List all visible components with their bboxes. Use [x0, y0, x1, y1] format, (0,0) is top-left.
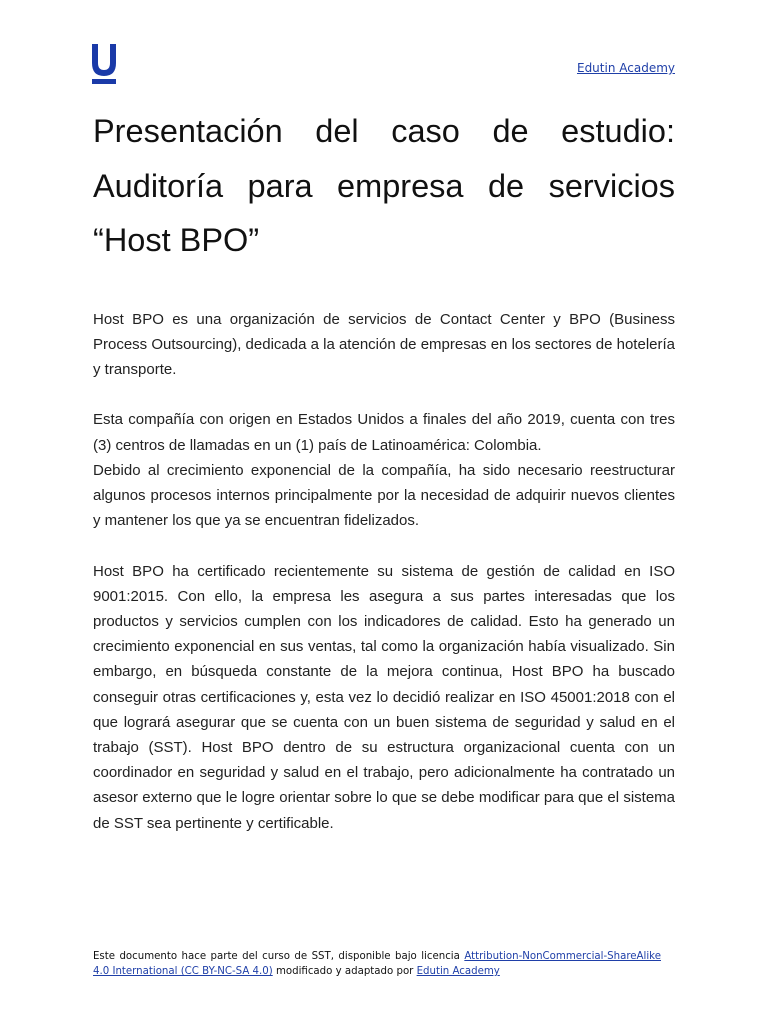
license-footer: [93, 949, 661, 979]
edutin-academy-footer-link[interactable]: Edutin Academy: [416, 966, 500, 977]
paragraph-certification: Host BPO ha certificado recientemente su sistema de gestión de calidad en ISO 9001:2015. Con ello, la empresa les asegura a sus partes interesadas que los productos y servicios cumplen con los indicadores de calidad. Esto ha generado un crecimiento exponencial en sus ventas, tal como la organización había visualizado. Sin embargo, en búsqueda constante de la mejora continua, Host BPO ha buscado conseguir otras certificaciones y, esta vez lo decidió realizar en ISO 45001:2018 con el que logrará asegurar que se cuenta con un buen sistema de seguridad y salud en el trabajo (SST). Host BPO dentro de su estructura organizacional cuenta con un coordinador en seguridad y salud en el trabajo, pero adicionalmente ha contratado un asesor externo que le logre orientar sobre lo que se debe modificar para que el sistema de SST sea pertinente y certificable.: [93, 562, 675, 832]
paragraph-growth: Debido al crecimiento exponencial de la compañía, ha sido necesario reestructurar algunos procesos internos principalmente por la necesidad de adquirir nuevos clientes y mantener los que ya se encuentran fidelizados.: [93, 461, 675, 530]
edutin-academy-header-link[interactable]: Edutin Academy: [576, 61, 675, 75]
footer-text-before: Este documento hace parte del curso de SST, disponible bajo licencia: [93, 951, 465, 962]
license-link[interactable]: Attribution-NonCommercial-ShareAlike 4.0 International (CC BY-NC-SA 4.0): [93, 951, 661, 977]
document-title: Presentación del caso de estudio: Auditoría para empresa de servicios “Host BPO”: [93, 113, 675, 258]
u-logo-icon: [92, 44, 116, 84]
paragraph-origin: Esta compañía con origen en Estados Unidos a finales del año 2019, cuenta con tres (3) centros de llamadas en un (1) país de Latinoamérica: Colombia.: [93, 411, 675, 454]
paragraph-intro: Host BPO es una organización de servicios de Contact Center y BPO (Business Process Outsourcing), dedicada a la atención de empresas en los sectores de hotelería y transporte.: [93, 310, 675, 378]
footer-text-middle: modificado y adaptado por: [272, 966, 417, 977]
document-body: [93, 104, 675, 836]
